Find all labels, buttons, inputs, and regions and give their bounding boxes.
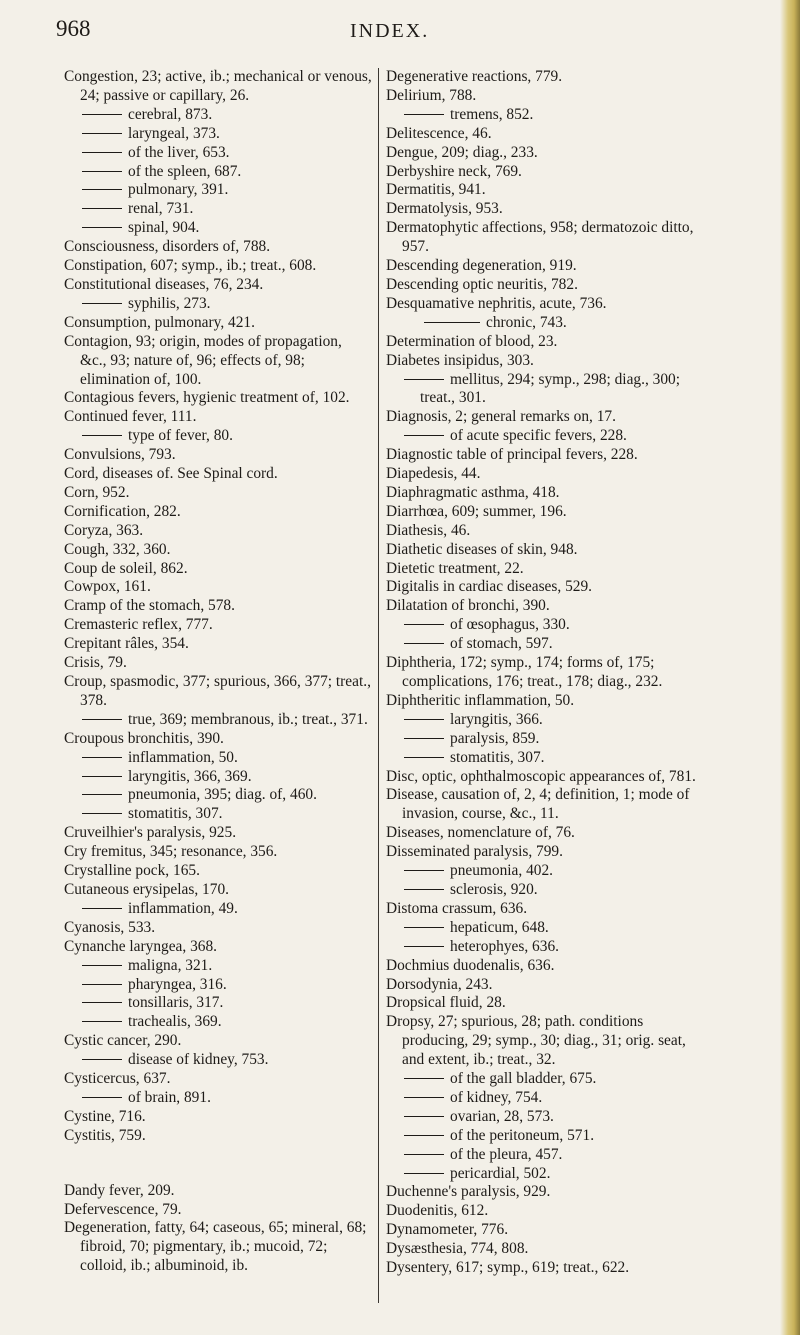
ditto-dash <box>404 757 444 758</box>
index-entry <box>386 200 698 219</box>
index-entry <box>64 484 372 503</box>
entry-text: mellitus, 294; symp., 298; diag., 300; treat., 301. <box>420 370 681 407</box>
index-subentry <box>64 181 372 200</box>
ditto-dash <box>82 813 122 814</box>
index-entry <box>386 144 698 163</box>
index-entry <box>386 181 698 200</box>
entry-text: hepaticum, 648. <box>450 918 549 936</box>
entry-text: pneumonia, 395; diag. of, 460. <box>128 786 317 804</box>
entry-text: Cynanche laryngea, 368. <box>64 937 217 955</box>
index-subentry <box>386 1127 698 1146</box>
ditto-dash <box>404 624 444 625</box>
entry-text: Congestion, 23; active, ib.; mechanical or venous, 24; passive or capillary, 26. <box>64 68 372 104</box>
index-entry <box>64 919 372 938</box>
index-subentry <box>386 616 698 635</box>
entry-text: Diathetic diseases of skin, 948. <box>386 540 578 558</box>
ditto-dash <box>404 889 444 890</box>
ditto-dash <box>82 757 122 758</box>
entry-text: trachealis, 369. <box>128 1013 222 1031</box>
index-entry <box>386 578 698 597</box>
index-entry <box>386 654 698 692</box>
ditto-dash <box>82 435 122 436</box>
index-entry <box>386 786 698 824</box>
index-subentry <box>64 749 372 768</box>
entry-text: Diabetes insipidus, 303. <box>386 351 534 369</box>
entry-text: Cry fremitus, 345; resonance, 356. <box>64 843 278 861</box>
index-entry <box>386 163 698 182</box>
entry-text: Corn, 952. <box>64 483 130 501</box>
index-entry <box>386 125 698 144</box>
entry-text: of the spleen, 687. <box>128 162 242 180</box>
entry-text: pharyngea, 316. <box>128 975 227 993</box>
entry-text: Cruveilhier's paralysis, 925. <box>64 824 237 842</box>
index-entry <box>386 994 698 1013</box>
index-entry <box>386 219 698 257</box>
entry-text: ovarian, 28, 573. <box>450 1107 554 1125</box>
entry-text: Derbyshire neck, 769. <box>386 162 522 180</box>
index-entry <box>64 881 372 900</box>
index-entry <box>64 1201 372 1220</box>
entry-text: Cystitis, 759. <box>64 1126 146 1144</box>
entry-text: Consciousness, disorders of, 788. <box>64 238 271 256</box>
entry-text: Delirium, 788. <box>386 86 477 104</box>
index-entry <box>386 1013 698 1070</box>
entry-text: Diphtheria, 172; symp., 174; forms of, 175; complications, 176; treat., 178; diag., 232. <box>386 654 663 690</box>
entry-text: of stomach, 597. <box>450 635 553 653</box>
entry-text: Diapedesis, 44. <box>386 465 481 483</box>
index-entry <box>386 68 698 87</box>
entry-text: Diseases, nomenclature of, 76. <box>386 824 575 842</box>
entry-text: Duodenitis, 612. <box>386 1202 489 1220</box>
ditto-dash <box>404 946 444 947</box>
index-entry <box>64 503 372 522</box>
ditto-dash <box>404 1173 444 1174</box>
entry-text: Crisis, 79. <box>64 654 127 672</box>
ditto-dash <box>82 152 122 153</box>
index-entry <box>64 730 372 749</box>
entry-text: Diarrhœa, 609; summer, 196. <box>386 502 567 520</box>
index-entry <box>64 522 372 541</box>
index-subentry <box>64 900 372 919</box>
entry-text: Dilatation of bronchi, 390. <box>386 597 550 615</box>
ditto-dash <box>82 171 122 172</box>
entry-text: inflammation, 50. <box>128 748 238 766</box>
entry-text: of the gall bladder, 675. <box>450 1070 597 1088</box>
entry-text: Disease, causation of, 2, 4; definition, 1; mode of invasion, course, &c., 11. <box>386 786 690 823</box>
section-gap <box>64 1146 372 1182</box>
entry-text: spinal, 904. <box>128 219 200 237</box>
index-subentry <box>64 786 372 805</box>
index-entry <box>386 692 698 711</box>
index-entry <box>386 1259 698 1278</box>
entry-text: Diagnosis, 2; general remarks on, 17. <box>386 408 616 426</box>
index-subentry <box>386 919 698 938</box>
entry-text: tremens, 852. <box>450 105 534 123</box>
entry-text: Crepitant râles, 354. <box>64 635 189 653</box>
index-subentry <box>64 125 372 144</box>
entry-text: of kidney, 754. <box>450 1088 543 1106</box>
ditto-dash <box>404 738 444 739</box>
entry-text: of the liver, 653. <box>128 143 230 161</box>
ditto-dash <box>404 643 444 644</box>
entry-text: inflammation, 49. <box>128 899 238 917</box>
index-subentry <box>64 957 372 976</box>
ditto-dash <box>404 870 444 871</box>
ditto-dash <box>82 776 122 777</box>
entry-text: Defervescence, 79. <box>64 1200 182 1218</box>
ditto-dash <box>404 114 444 115</box>
index-subentry <box>386 1108 698 1127</box>
index-subentry <box>64 163 372 182</box>
entry-text: Diathesis, 46. <box>386 521 471 539</box>
entry-text: Delitescence, 46. <box>386 124 492 142</box>
entry-text: Duchenne's paralysis, 929. <box>386 1183 551 1201</box>
index-entry <box>64 824 372 843</box>
entry-text: Descending optic neuritis, 782. <box>386 275 578 293</box>
index-entry <box>64 1070 372 1089</box>
entry-text: of acute specific fevers, 228. <box>450 427 627 445</box>
ditto-dash <box>82 189 122 190</box>
index-subentry <box>64 994 372 1013</box>
index-entry <box>64 541 372 560</box>
index-entry <box>386 957 698 976</box>
entry-text: Distoma crassum, 636. <box>386 899 528 917</box>
entry-text: Cremasteric reflex, 777. <box>64 616 213 634</box>
index-entry <box>386 597 698 616</box>
entry-text: Degenerative reactions, 779. <box>386 68 563 85</box>
entry-text: laryngitis, 366, 369. <box>128 767 252 785</box>
entry-text: Diaphragmatic asthma, 418. <box>386 483 560 501</box>
ditto-dash <box>82 719 122 720</box>
ditto-dash <box>82 794 122 795</box>
ditto-dash <box>404 435 444 436</box>
entry-text: Croupous bronchitis, 390. <box>64 729 224 747</box>
entry-text: Cough, 332, 360. <box>64 540 171 558</box>
index-column-right <box>386 68 698 1278</box>
entry-text: chronic, 743. <box>486 313 567 331</box>
ditto-dash <box>404 1135 444 1136</box>
index-entry <box>386 484 698 503</box>
ditto-dash <box>404 1097 444 1098</box>
index-entry <box>64 862 372 881</box>
entry-text: pericardial, 502. <box>450 1164 551 1182</box>
entry-text: syphilis, 273. <box>128 294 211 312</box>
entry-text: Cysticercus, 637. <box>64 1070 171 1088</box>
index-subentry <box>64 768 372 787</box>
index-entry <box>386 1183 698 1202</box>
entry-text: Constipation, 607; symp., ib.; treat., 608. <box>64 257 317 275</box>
ditto-dash <box>82 133 122 134</box>
entry-text: Diphtheritic inflammation, 50. <box>386 691 575 709</box>
index-subentry <box>386 1089 698 1108</box>
ditto-dash <box>424 322 480 323</box>
index-entry <box>386 295 698 314</box>
index-entry <box>64 238 372 257</box>
entry-text: Cord, diseases of. See Spinal cord. <box>64 465 278 483</box>
running-head: INDEX. <box>350 20 430 42</box>
index-entry <box>64 1032 372 1051</box>
index-entry <box>386 541 698 560</box>
index-subentry <box>386 862 698 881</box>
index-entry <box>64 446 372 465</box>
index-entry <box>64 1219 372 1276</box>
entry-text: Contagion, 93; origin, modes of propagation, &c., 93; nature of, 96; effects of, 98; elimination of, 100. <box>64 332 342 388</box>
entry-text: Crystalline pock, 165. <box>64 862 200 880</box>
ditto-dash <box>404 379 444 380</box>
index-subentry <box>386 635 698 654</box>
ditto-dash <box>82 208 122 209</box>
index-entry <box>386 465 698 484</box>
ditto-dash <box>82 1097 122 1098</box>
page-edge <box>780 0 800 1335</box>
entry-text: disease of kidney, 753. <box>128 1051 269 1069</box>
entry-text: Dengue, 209; diag., 233. <box>386 143 538 161</box>
entry-text: cerebral, 873. <box>128 105 213 123</box>
ditto-dash <box>82 965 122 966</box>
index-entry <box>64 560 372 579</box>
entry-text: Descending degeneration, 919. <box>386 257 577 275</box>
ditto-dash <box>82 227 122 228</box>
entry-text: Dysentery, 617; symp., 619; treat., 622. <box>386 1259 630 1277</box>
index-subentry <box>64 295 372 314</box>
entry-text: laryngeal, 373. <box>128 124 220 142</box>
index-subentry <box>64 144 372 163</box>
entry-text: Dynamometer, 776. <box>386 1221 509 1239</box>
index-subentry <box>64 976 372 995</box>
entry-text: Dandy fever, 209. <box>64 1181 175 1199</box>
entry-text: Dermatophytic affections, 958; dermatozoic ditto, 957. <box>386 219 694 256</box>
index-entry <box>386 257 698 276</box>
index-entry <box>386 276 698 295</box>
ditto-dash <box>404 1116 444 1117</box>
index-entry <box>386 900 698 919</box>
index-entry <box>386 824 698 843</box>
entry-text: Cowpox, 161. <box>64 578 151 596</box>
entry-text: Dropsy, 27; spurious, 28; path. conditions producing, 29; symp., 30; diag., 31; orig. seat, and extent, ib.; treat., 32. <box>386 1013 686 1069</box>
index-entry <box>386 843 698 862</box>
entry-text: Consumption, pulmonary, 421. <box>64 313 255 331</box>
index-entry <box>64 314 372 333</box>
index-entry <box>64 1182 372 1201</box>
entry-text: pneumonia, 402. <box>450 862 554 880</box>
ditto-dash <box>404 1078 444 1079</box>
index-subentry <box>386 711 698 730</box>
index-entry <box>64 68 372 106</box>
entry-text: true, 369; membranous, ib.; treat., 371. <box>128 710 368 728</box>
ditto-dash <box>404 719 444 720</box>
entry-text: maligna, 321. <box>128 956 213 974</box>
entry-text: Coup de soleil, 862. <box>64 559 188 577</box>
index-entry <box>64 465 372 484</box>
index-subentry <box>386 1070 698 1089</box>
index-entry <box>386 560 698 579</box>
ditto-dash <box>82 984 122 985</box>
index-entry <box>64 654 372 673</box>
entry-text: Cutaneous erysipelas, 170. <box>64 880 229 898</box>
index-entry <box>386 1240 698 1259</box>
entry-text: Diagnostic table of principal fevers, 228. <box>386 446 638 464</box>
index-entry <box>64 276 372 295</box>
index-subentry <box>386 427 698 446</box>
index-subentry <box>64 106 372 125</box>
entry-text: Determination of blood, 23. <box>386 332 558 350</box>
index-entry <box>386 408 698 427</box>
entry-text: Cystic cancer, 290. <box>64 1032 182 1050</box>
index-entry <box>64 408 372 427</box>
entry-text: stomatitis, 307. <box>128 805 223 823</box>
index-entry <box>386 1221 698 1240</box>
index-subentry <box>386 749 698 768</box>
entry-text: Dorsodynia, 243. <box>386 975 493 993</box>
index-subentry <box>386 314 698 333</box>
index-entry <box>64 333 372 390</box>
index-entry <box>64 616 372 635</box>
index-entry <box>64 257 372 276</box>
index-subentry <box>64 1089 372 1108</box>
index-entry <box>64 597 372 616</box>
entry-text: Cornification, 282. <box>64 502 181 520</box>
column-divider <box>378 68 379 1303</box>
entry-text: tonsillaris, 317. <box>128 994 224 1012</box>
index-entry <box>64 673 372 711</box>
entry-text: Degeneration, fatty, 64; caseous, 65; mineral, 68; fibroid, 70; pigmentary, ib.; mucoid, 72; colloid, ib.; albuminoid, ib. <box>64 1219 367 1275</box>
entry-text: Constitutional diseases, 76, 234. <box>64 275 264 293</box>
ditto-dash <box>82 114 122 115</box>
index-entry <box>386 976 698 995</box>
entry-text: Desquamative nephritis, acute, 736. <box>386 294 607 312</box>
index-subentry <box>386 371 698 409</box>
index-subentry <box>386 730 698 749</box>
index-entry <box>386 333 698 352</box>
entry-text: of œsophagus, 330. <box>450 616 570 634</box>
entry-text: of brain, 891. <box>128 1088 211 1106</box>
index-subentry <box>386 938 698 957</box>
entry-text: pulmonary, 391. <box>128 181 229 199</box>
index-entry <box>386 503 698 522</box>
entry-text: Coryza, 363. <box>64 521 144 539</box>
index-subentry <box>386 881 698 900</box>
entry-text: Disc, optic, ophthalmoscopic appearances of, 781. <box>386 767 696 785</box>
entry-text: Cystine, 716. <box>64 1107 146 1125</box>
index-entry <box>64 635 372 654</box>
index-entry <box>386 352 698 371</box>
index-subentry <box>64 711 372 730</box>
ditto-dash <box>82 1021 122 1022</box>
ditto-dash <box>82 1002 122 1003</box>
entry-text: sclerosis, 920. <box>450 880 538 898</box>
entry-text: laryngitis, 366. <box>450 710 543 728</box>
entry-text: Convulsions, 793. <box>64 446 176 464</box>
entry-text: paralysis, 859. <box>450 729 540 747</box>
index-entry <box>386 446 698 465</box>
index-entry <box>386 768 698 787</box>
index-entry <box>386 522 698 541</box>
entry-text: Dropsical fluid, 28. <box>386 994 506 1012</box>
index-subentry <box>386 1165 698 1184</box>
index-subentry <box>64 200 372 219</box>
entry-text: Contagious fevers, hygienic treatment of, 102. <box>64 389 350 407</box>
entry-text: Dietetic treatment, 22. <box>386 559 524 577</box>
ditto-dash <box>82 1059 122 1060</box>
index-entry <box>386 87 698 106</box>
entry-text: Cramp of the stomach, 578. <box>64 597 235 615</box>
index-entry <box>64 1127 372 1146</box>
index-subentry <box>386 1146 698 1165</box>
entry-text: Continued fever, 111. <box>64 408 197 426</box>
index-subentry <box>64 427 372 446</box>
index-subentry <box>64 1013 372 1032</box>
index-entry <box>64 938 372 957</box>
entry-text: Disseminated paralysis, 799. <box>386 843 563 861</box>
entry-text: Dermatolysis, 953. <box>386 200 503 218</box>
entry-text: renal, 731. <box>128 200 194 218</box>
index-entry <box>64 578 372 597</box>
entry-text: Dysæsthesia, 774, 808. <box>386 1240 529 1258</box>
index-subentry <box>64 1051 372 1070</box>
index-entry <box>64 389 372 408</box>
entry-text: type of fever, 80. <box>128 427 233 445</box>
entry-text: of the peritoneum, 571. <box>450 1126 595 1144</box>
entry-text: Dochmius duodenalis, 636. <box>386 956 555 974</box>
index-subentry <box>64 219 372 238</box>
index-subentry <box>386 106 698 125</box>
entry-text: Digitalis in cardiac diseases, 529. <box>386 578 593 596</box>
entry-text: heterophyes, 636. <box>450 937 559 955</box>
ditto-dash <box>82 303 122 304</box>
index-entry <box>64 843 372 862</box>
ditto-dash <box>404 927 444 928</box>
index-entry <box>386 1202 698 1221</box>
index-column-left <box>64 68 372 1276</box>
entry-text: Cyanosis, 533. <box>64 918 156 936</box>
ditto-dash <box>404 1154 444 1155</box>
page-number: 968 <box>56 16 91 41</box>
entry-text: stomatitis, 307. <box>450 748 545 766</box>
entry-text: Croup, spasmodic, 377; spurious, 366, 377; treat., 378. <box>64 673 371 709</box>
index-entry <box>64 1108 372 1127</box>
entry-text: Dermatitis, 941. <box>386 181 486 199</box>
ditto-dash <box>82 908 122 909</box>
entry-text: of the pleura, 457. <box>450 1145 563 1163</box>
index-subentry <box>64 805 372 824</box>
